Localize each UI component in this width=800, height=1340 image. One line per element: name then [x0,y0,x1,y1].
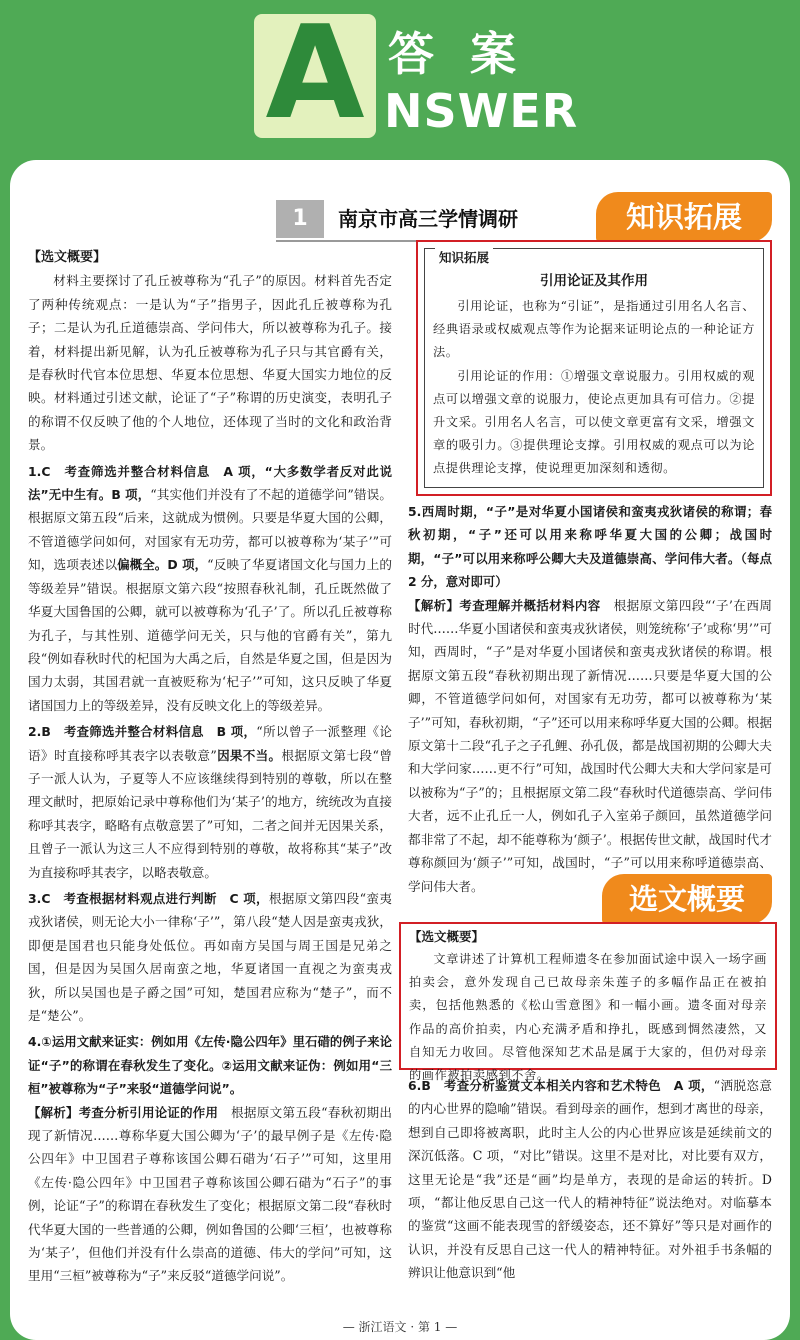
knowledge-box-frame [424,248,764,488]
summary-box-text: 文章讲述了计算机工程师遗冬在参加面试途中误入一场字画拍卖会，意外发现自己已故母亲朱莲子的多幅作品正在被拍卖，包括他熟悉的《松山雪意图》和一幅小画。遗冬面对母亲作品的高价拍卖，内心充满矛盾和挣扎，既感到惆然凄然，又自知无力收回。尽管他深知艺术品是属于大家的，但仍对母亲的画作被拍卖感到不舍。 [409,952,767,1083]
answer-5-analysis-text: 根据原文第四段“‘子’在西周时代……华夏小国诸侯和蛮夷戎狄诸侯，则笼统称‘子’或称‘男’”可知，西周时，“子”是对华夏小国诸侯和蛮夷戎狄诸侯的称谓。根据原文第五段“春秋初期出现了新情况……只要是华夏大国的公卿，不管道德学问如何，对国家有无功劳，都可以被尊称为‘某子’”可知，春秋初期，“子”还可以用来称呼华夏大国的公卿。根据原文第十二段“孔子之子孔鲤、孙孔伋，都是战国初期的公卿大夫和大学问家……更不行”可知，战国时代公卿大夫和大学问家是可以被称为“子”的；且根据原文第二段“春秋时代道德崇高、学问伟大者，远不止孔丘一人，例如孔子入室弟子颜回，虽然道德学问都非常了不起，却不能尊称为‘颜子’。根据传世文献，战国时代才尊称颜回为‘颜子’”可知，战国时，“子”可以用来称呼道德崇高、学问伟大者。 [408,597,772,894]
summary-box-body [409,948,767,1087]
summary-tag: 选文概要 [602,874,772,924]
right-column-lower [408,1074,772,1314]
knowledge-tag: 知识拓展 [596,192,772,242]
answer-3-head: 3.C 考查根据材料观点进行判断 C 项， [28,890,269,906]
answer-title-cn: 答案 [388,27,552,81]
summary-text: 材料主要探讨了孔丘被尊称为“孔子”的原因。材料首先否定了两种传统观点：一是认为“子”指男子，因此孔丘被尊称为孔子；二是认为孔丘道德崇高、学问伟大，所以被尊称为孔子。接着，材料提出新见解，认为孔丘被尊称为孔子只与其官爵有关，是春秋时代官本位思想、华夏本位思想、华夏大国实力地位的反映。材料通过引述文献，论证了“子”称谓的历史演变，表明孔子的称谓不仅反映了他的个人地位，还体现了当时的文化和政治背景。 [28,273,392,453]
answer-1-text-a: “其实他们并没有了不起的道德学问”错误。根据原文第五段“后来，这就成为惯例。只要是华夏大国的公卿，不管道德学问如何，对国家有无功劳，都可以被尊称为‘某子’”可知，选项表述以 [28,487,392,573]
knowledge-box-body [433,295,755,481]
answer-3 [28,887,392,1027]
answer-1 [28,460,392,717]
answer-2 [28,720,392,884]
answer-1-option-b: B 项， [111,487,151,503]
answer-6-text: “洒脱恣意的内心世界的隐喻”错误。看到母亲的画作，想到才离世的母亲，想到自己即将被离职，此时主人公的内心世界应该是延续前文的深沉低落。C 项，“对比”错误。这里不是对比，对比要有双方，这里无论是“我”还是“画”均是单方，表现的是命运的转折。D 项，“都让他反思自己这一代人的精神特征”说法绝对。对临摹本的鉴赏“这画不能表现雪的舒缓姿态，还不算好”等只是对画作的认识，并没有反思自己这一代人的精神特征。对外祖手书条幅的辨识让他意识到“他 [408,1078,772,1281]
answer-3-text: 根据原文第四段“蛮夷戎狄诸侯，则无论大小一律称‘子’”，第八段“楚人因是蛮夷戎狄，即便是国君也只能身处低位。再如南方吴国与周王国是兄弟之国，但是因为吴国久居南蛮之地，华夏诸国一直视之为蛮夷戎狄，所以吴国也是子爵之国”可知，楚国君应称为“楚子”，而不是“楚公”。 [28,890,392,1023]
knowledge-box [416,240,772,496]
answer-5-text: 5.西周时期，“子”是对华夏小国诸侯和蛮夷戎狄诸侯的称谓；春秋初期，“子”还可以用来称呼华夏大国的公卿；战国时期，“子”可以用来称呼公卿大夫及道德崇高、学问伟大者。（每点 2 分，意对即可） [408,504,772,590]
answer-4-analysis-head: 【解析】考查分析引用论证的作用 [28,1104,219,1120]
summary-box-label: 【选文概要】 [405,927,488,945]
answer-5 [408,500,772,594]
answer-1-bold-a: “大多数学者反对此说法”无中生有。 [28,463,392,503]
knowledge-box-p2: 引用论证的作用：①增强文章说服力。引用权威的观点可以增强文章的说服力，使论点更加具有可信力。②提升文采。引用名人名言，可以使文章更富有文采，增强文章的吸引力。③提供理论支撑。引用权威的观点可以为论点提供理论支撑，使说理更加深刻和透彻。 [433,368,755,476]
answer-header [0,0,800,172]
answer-title-en: NSWER [384,84,579,138]
answer-4 [28,1030,392,1100]
left-column [28,246,392,1288]
answer-1-bold-b: 偏概全。D 项， [117,557,208,573]
answer-4-analysis-text: 根据原文第五段“春秋初期出现了新情况……尊称华夏大国公卿为‘子’的最早例子是《左传·隐公四年》中卫国君子尊称该国公卿石碏为‘石子’”可知，这里用《左传·隐公四年》中卫国君子尊称该国公卿石碏为“石子”的事例，论证“子”的称谓在春秋发生了变化；根据原文第二段“春秋时代华夏大国的一些普通的公卿，例如鲁国的公卿‘三桓’，也被尊称为‘某子’，但他们并没有什么崇高的道德、伟大的学问”可知，这里用“三桓”被尊称为“子”来反驳“道德学问说”。 [28,1104,392,1284]
answer-1-text-b: “反映了华夏诸国文化与国力上的等级差异”错误。根据原文第六段“按照春秋礼制，孔丘既然做了华夏大国鲁国的公卿，就可以被尊称为‘孔子’了。所以孔丘被尊称为孔子，与其性别、道德学问无关，只与他的官爵有关”，第九段“例如春秋时代的杞国为大禹之后，自然是华夏之国，但是因为国力太弱，其国君就一直被贬称为‘杞子’”可知，这只反映了华夏诸国国力上的等级差异，没有反映文化上的等级差异。 [28,557,392,713]
knowledge-box-label: 知识拓展 [435,248,493,266]
answer-2-head: 2.B 考查筛选并整合材料信息 B 项， [28,724,257,740]
exam-number: 1 [276,200,324,238]
answer-logo-box [254,0,376,148]
page-footer: — 浙江语文 · 第 1 — [342,1320,458,1334]
summary-box [399,922,777,1083]
knowledge-box-title: 引用论证及其作用 [540,273,648,289]
right-column [408,500,772,920]
answer-big-letter: A [265,0,365,148]
answer-5-analysis [408,594,772,898]
answer-4-analysis [28,1101,392,1288]
knowledge-box-p1: 引用论证，也称为“引证”，是指通过引用名人名言、经典语录或权威观点等作为论据来证明论点的一种论证方法。 [433,299,755,360]
answer-6-head: 6.B 考查分析鉴赏文本相关内容和艺术特色 A 项， [408,1078,714,1093]
answer-2-bold: 因果不当。 [216,747,282,763]
exam-title: 南京市高三学情调研 [338,207,518,231]
answer-5-analysis-head: 【解析】考查理解并概括材料内容 [408,597,601,613]
summary-label: 【选文概要】 [28,250,107,265]
answer-2-text-b: 根据原文第七段“曾子一派人认为，子夏等人不应该继续得到特别的尊敬，所以在整理文献时，把原始记录中尊称他们为‘某子’的地方，统统改为直接称呼其表字，略略有点敬意罢了”可知，二者之间并无因果关系，且曾子一派认为这三人不应得到特别的尊敬，故将称其“某子”改为直接称呼其表字，以略表敬意。 [28,747,392,880]
answer-2-text-a: “所以曾子一派整理《论语》时直接称呼其表字以表敬意” [28,724,392,763]
answer-4-text: 4.①运用文献来证实：例如用《左传·隐公四年》里石碏的例子来论证“子”的称谓在春秋发生了变化。②运用文献来证伪：例如用“三桓”被尊称为“子”来驳“道德学问说”。 [28,1034,392,1097]
answer-1-head: 1.C 考查筛选并整合材料信息 A 项， [28,463,265,479]
answer-6 [408,1074,772,1285]
